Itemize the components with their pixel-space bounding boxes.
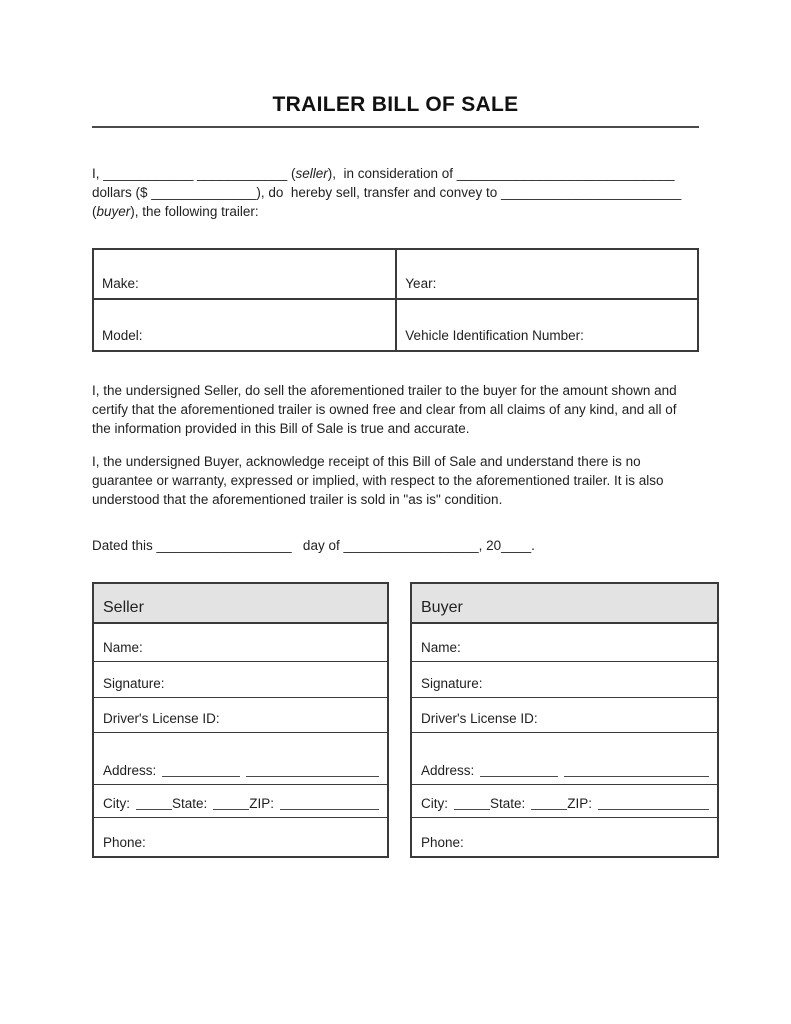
buyer-state-blank[interactable] (531, 806, 567, 810)
buyer-statement: I, the undersigned Buyer, acknowledge receipt of this Bill of Sale and understand there is no guarantee or warranty, expressed or implied, with respect to the aforementioned trailer. It is also understood that the aforementioned trailer is sold in "as is" condition. (92, 454, 668, 507)
page-title: TRAILER BILL OF SALE (272, 93, 519, 116)
buyer-city-blank[interactable] (454, 806, 490, 810)
model-cell[interactable] (94, 300, 397, 350)
seller-box-title: Seller (103, 599, 144, 616)
seller-name-row[interactable] (94, 624, 387, 662)
signature-boxes (92, 582, 719, 858)
buyer-box-header (412, 584, 717, 624)
seller-city-row[interactable] (94, 785, 387, 818)
intro-paragraph: I, ____________ ____________ (seller), in consideration of _____________________________ dollars ($ ______________), do hereby sell, transfer and convey to ________________________ (buyer), the following trailer: (92, 166, 682, 219)
buyer-address-label: Address: (421, 763, 475, 778)
buyer-license-row[interactable] (412, 698, 717, 733)
title-rule (92, 126, 699, 128)
seller-phone-row[interactable] (94, 818, 387, 856)
seller-box-header (94, 584, 387, 624)
seller-signature-box (92, 582, 389, 858)
vehicle-table (92, 248, 699, 352)
seller-license-label: Driver's License ID: (103, 711, 220, 726)
seller-signature-label: Signature: (103, 676, 165, 691)
seller-phone-label: Phone: (103, 835, 146, 850)
make-label: Make: (102, 276, 139, 291)
dated-line: Dated this __________________ day of __________________, 20____. (92, 538, 535, 553)
seller-zip-label: ZIP: (249, 796, 275, 811)
buyer-zip-blank[interactable] (598, 806, 709, 810)
buyer-license-label: Driver's License ID: (421, 711, 538, 726)
buyer-box-title: Buyer (421, 599, 463, 616)
model-label: Model: (102, 328, 143, 343)
buyer-signature-row[interactable] (412, 662, 717, 698)
seller-name-label: Name: (103, 640, 143, 655)
buyer-phone-row[interactable] (412, 818, 717, 856)
buyer-signature-label: Signature: (421, 676, 483, 691)
seller-license-row[interactable] (94, 698, 387, 733)
document-content (92, 0, 719, 858)
seller-address-blank-2[interactable] (246, 773, 379, 777)
buyer-address-blank-1[interactable] (480, 773, 558, 777)
seller-address-label: Address: (103, 763, 157, 778)
year-cell[interactable] (397, 250, 697, 300)
buyer-address-blank-2[interactable] (564, 773, 709, 777)
seller-signature-row[interactable] (94, 662, 387, 698)
vin-label: Vehicle Identification Number: (405, 328, 584, 343)
buyer-phone-label: Phone: (421, 835, 464, 850)
year-label: Year: (405, 276, 437, 291)
buyer-city-label: City: (421, 796, 448, 811)
buyer-address-row[interactable] (412, 733, 717, 785)
buyer-name-row[interactable] (412, 624, 717, 662)
seller-city-label: City: (103, 796, 130, 811)
buyer-city-row[interactable] (412, 785, 717, 818)
buyer-signature-box (410, 582, 719, 858)
seller-statement: I, the undersigned Seller, do sell the aforementioned trailer to the buyer for the amount shown and certify that the aforementioned trailer is owned free and clear from all claims of any kind, and all of the information provided in this Bill of Sale is true and accurate. (92, 383, 681, 436)
buyer-zip-label: ZIP: (567, 796, 593, 811)
buyer-name-label: Name: (421, 640, 461, 655)
make-cell[interactable] (94, 250, 397, 300)
seller-city-blank[interactable] (136, 806, 172, 810)
seller-state-label: State: (172, 796, 208, 811)
seller-address-blank-1[interactable] (162, 773, 240, 777)
seller-address-row[interactable] (94, 733, 387, 785)
seller-zip-blank[interactable] (280, 806, 379, 810)
seller-state-blank[interactable] (213, 806, 249, 810)
vin-cell[interactable] (397, 300, 697, 350)
buyer-state-label: State: (490, 796, 526, 811)
